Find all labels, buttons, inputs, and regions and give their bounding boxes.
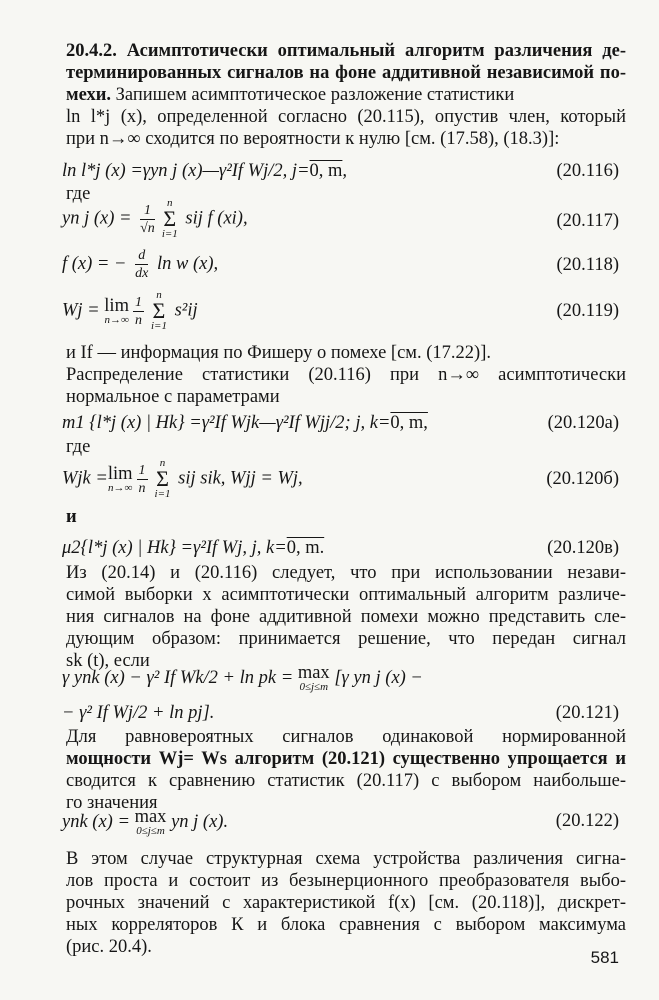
paragraph-line: Распределение статистики (20.116) при n→∞ асимптотически — [66, 365, 626, 385]
equation-20-119: Wj = lim n→∞ $\frac{1}{n}$ n Σ i=1 s²ij — [62, 289, 198, 332]
section-title-line-2: терминированных сигналов на фоне аддитивной независимой по- — [66, 63, 626, 83]
paragraph-line: и If — информация по Фишеру о помехе [см. (17.22)]. — [66, 343, 491, 363]
paragraph-line: го значения — [66, 793, 158, 813]
page-number: 581 — [590, 948, 619, 967]
paragraph-line: симой выборки x асимптотически оптимальный алгоритм различе- — [66, 585, 626, 605]
equation-number: (20.121) — [555, 703, 619, 723]
section-title-line-3 — [66, 84, 626, 106]
paragraph-line: лов проста и состоит из безынерционного преобразователя выбо- — [66, 871, 626, 891]
word-gde: где — [66, 184, 91, 204]
paragraph-line: мощности Wj= Ws алгоритм (20.121) существенно упрощается и — [66, 749, 626, 769]
equation-number: (20.122) — [555, 811, 619, 831]
equation-number: (20.119) — [556, 301, 619, 321]
word-i: и — [66, 507, 77, 527]
equation-20-121-line-1: γ ynk (x) − γ² If Wk/2 + ln pk = max 0≤j≤m [γ yn j (x) − — [62, 663, 423, 693]
paragraph-line: (рис. 20.4). — [66, 937, 152, 957]
section-title-end: мехи. — [66, 85, 111, 105]
equation-number: (20.120в) — [547, 538, 619, 558]
paragraph-line: сводится к сравнению статистик (20.117) с выбором наибольше- — [66, 771, 626, 791]
equation-number: (20.118) — [556, 255, 619, 275]
equation-number: (20.116) — [556, 161, 619, 181]
section-title-line-1: 20.4.2. Асимптотически оптимальный алгоритм различения де- — [66, 41, 626, 61]
equation-20-122: ynk (x) = max 0≤j≤m yn j (x). — [62, 807, 229, 837]
paragraph-line: В этом случае структурная схема устройства различения сигна- — [66, 849, 626, 869]
equation-20-118: f (x) = − $\frac{d}{dx}$ ln w (x), — [62, 248, 219, 281]
word-gde: где — [66, 437, 91, 457]
paragraph-line: sk (t), если — [66, 651, 150, 671]
equation-20-120v: μ2{l*j (x) | Hk} =γ²If Wj, j, k=0, m. — [62, 538, 325, 558]
equation-20-120a: m1 {l*j (x) | Hk} =γ²If Wjk—γ²If Wjj/2; j, k=0, m, — [62, 413, 428, 433]
equation-20-120b: Wjk = lim n→∞ $\frac{1}{n}$ n Σ i=1 sij sik, Wjj = Wj, — [62, 457, 303, 500]
equation-20-117: yn j (x) = $\frac{1}{√n}$ n Σ i=1 sij f (xi), — [62, 197, 248, 240]
equation-number: (20.120а) — [547, 413, 619, 433]
paragraph-line: Из (20.14) и (20.116) следует, что при использовании незави- — [66, 563, 626, 583]
paragraph-line: ln l*j (x), определенной согласно (20.115), опустив член, который — [66, 107, 626, 127]
paragraph-line: Для равновероятных сигналов одинаковой нормированной — [66, 727, 626, 747]
equation-20-121-line-2: − γ² If Wj/2 + ln pj]. — [62, 703, 215, 723]
paragraph-line: ния сигналов на фоне аддитивной помехи можно представить сле- — [66, 607, 626, 627]
paragraph-line: нормальное с параметрами — [66, 387, 280, 407]
paragraph-line: рочных значений с характеристикой f(x) [см. (20.118)], дискрет- — [66, 893, 626, 913]
equation-number: (20.120б) — [546, 469, 619, 489]
equation-number: (20.117) — [556, 211, 619, 231]
paragraph-line: ных корреляторов К и блока сравнения с выбором максимума — [66, 915, 626, 935]
equation-20-116: ln l*j (x) =γyn j (x)—γ²If Wj/2, j=0, m, — [62, 161, 348, 181]
paragraph-line: дующим образом: принимается решение, что передан сигнал — [66, 629, 626, 649]
paragraph-line: при n→∞ сходится по вероятности к нулю [см. (17.58), (18.3)]: — [66, 129, 560, 149]
paragraph-text: Запишем асимптотическое разложение статистики — [110, 85, 515, 105]
